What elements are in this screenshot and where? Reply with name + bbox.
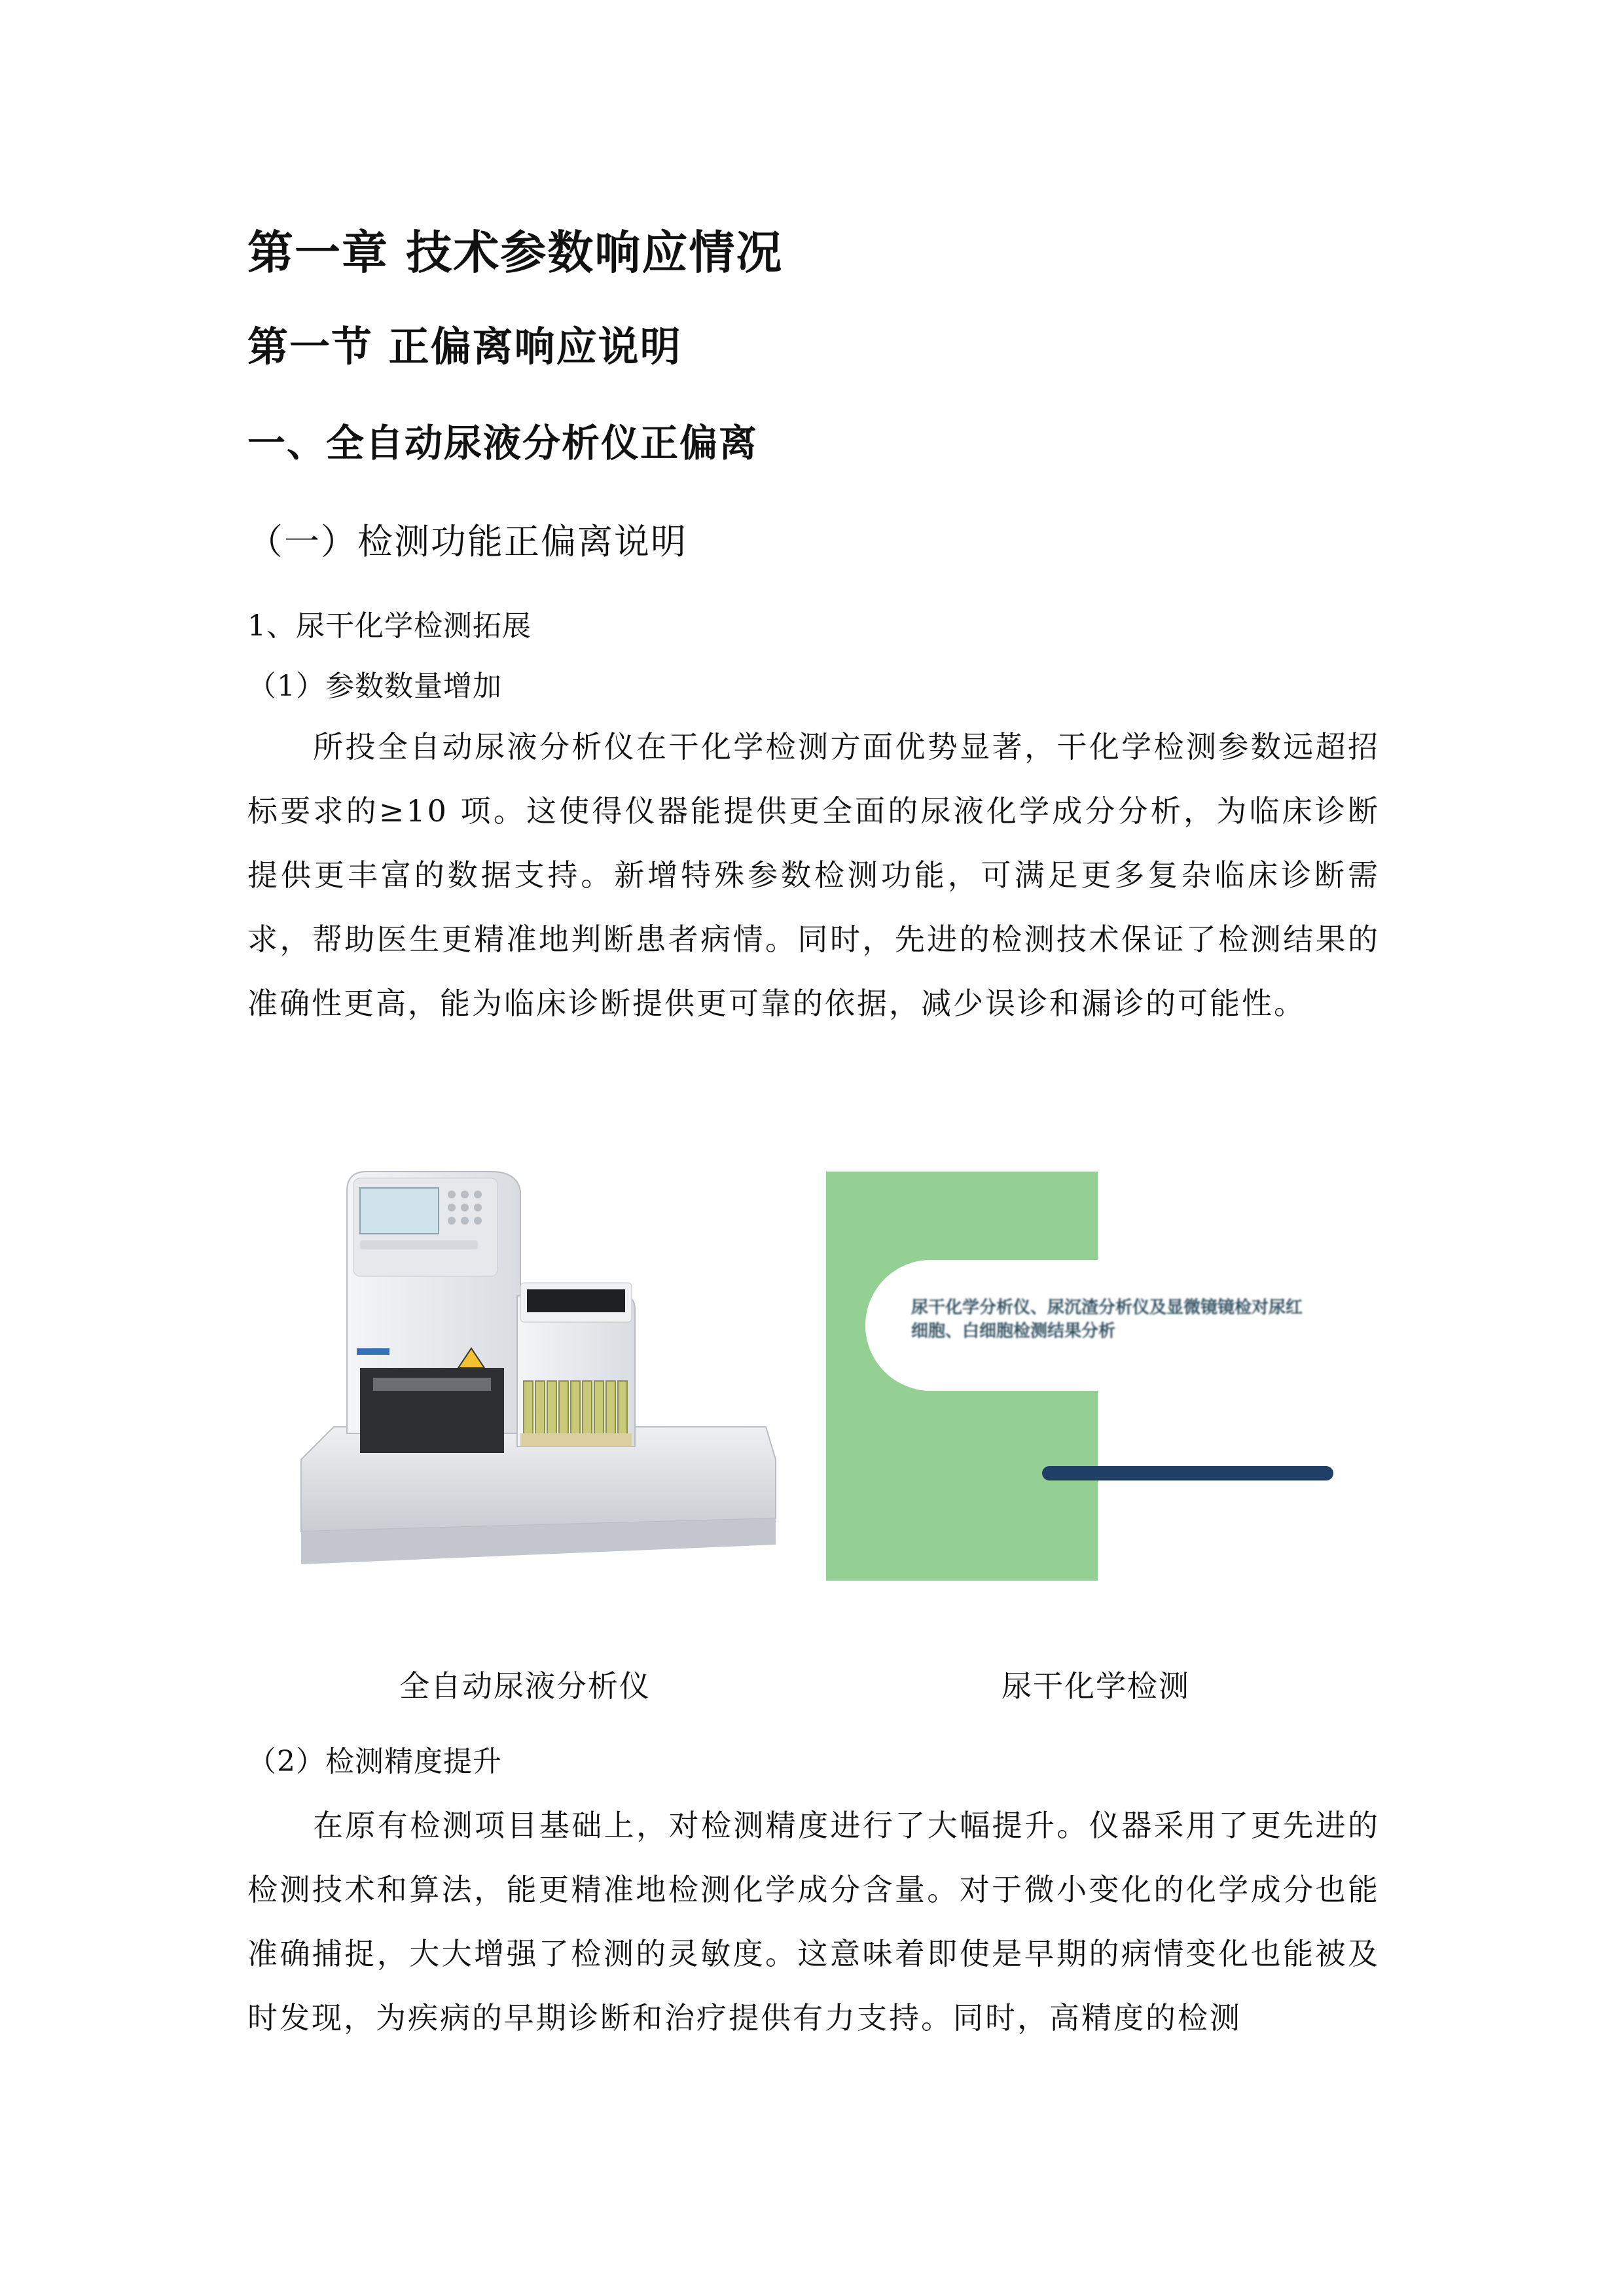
item-heading-1: 1、尿干化学检测拓展	[247, 609, 532, 643]
slide-title-text: 尿干化学分析仪、尿沉渣分析仪及显微镜镜检对尿红细胞、白细胞检测结果分析	[911, 1298, 1303, 1341]
urine-analyzer-image	[295, 1152, 792, 1584]
item-heading-1-1: （1）参数数量增加	[247, 670, 502, 703]
subsubsection-title: （一）检测功能正偏离说明	[247, 521, 687, 562]
subsection-title: 一、全自动尿液分析仪正偏离	[247, 421, 759, 465]
slide-accent-bar	[1042, 1466, 1333, 1480]
paragraph-parameter-count: 所投全自动尿液分析仪在干化学检测方面优势显著，干化学检测参数远超招标要求的≥10 项。这使得仪器能提供更全面的尿液化学成分分析，为临床诊断提供更丰富的数据支持。新增特殊参数检测功能，可满足更多复杂临床诊断需求，帮助医生更精准地判断患者病情。同时，先进的检测技术保证了检测结果的准确性更高，能为临床诊断提供更可靠的依据，减少误诊和漏诊的可能性。	[247, 729, 1380, 1021]
figure-caption-analyzer: 全自动尿液分析仪	[399, 1668, 651, 1704]
chapter-title: 第一章 技术参数响应情况	[247, 226, 784, 279]
item-heading-1-2: （2）检测精度提升	[247, 1745, 502, 1778]
paragraph-detection-precision: 在原有检测项目基础上，对检测精度进行了大幅提升。仪器采用了更先进的检测技术和算法，能更精准地检测化学成分含量。对于微小变化的化学成分也能准确捕捉，大大增强了检测的灵敏度。这意味着即使是早期的病情变化也能被及时发现，为疾病的早期诊断和治疗提供有力支持。同时，高精度的检测	[247, 1808, 1380, 2036]
figure-caption-dry-chemistry: 尿干化学检测	[1001, 1668, 1190, 1704]
section-title: 第一节 正偏离响应说明	[247, 323, 682, 370]
dry-chemistry-slide-image	[826, 1172, 1333, 1581]
analyzer-illustration	[295, 1152, 792, 1584]
